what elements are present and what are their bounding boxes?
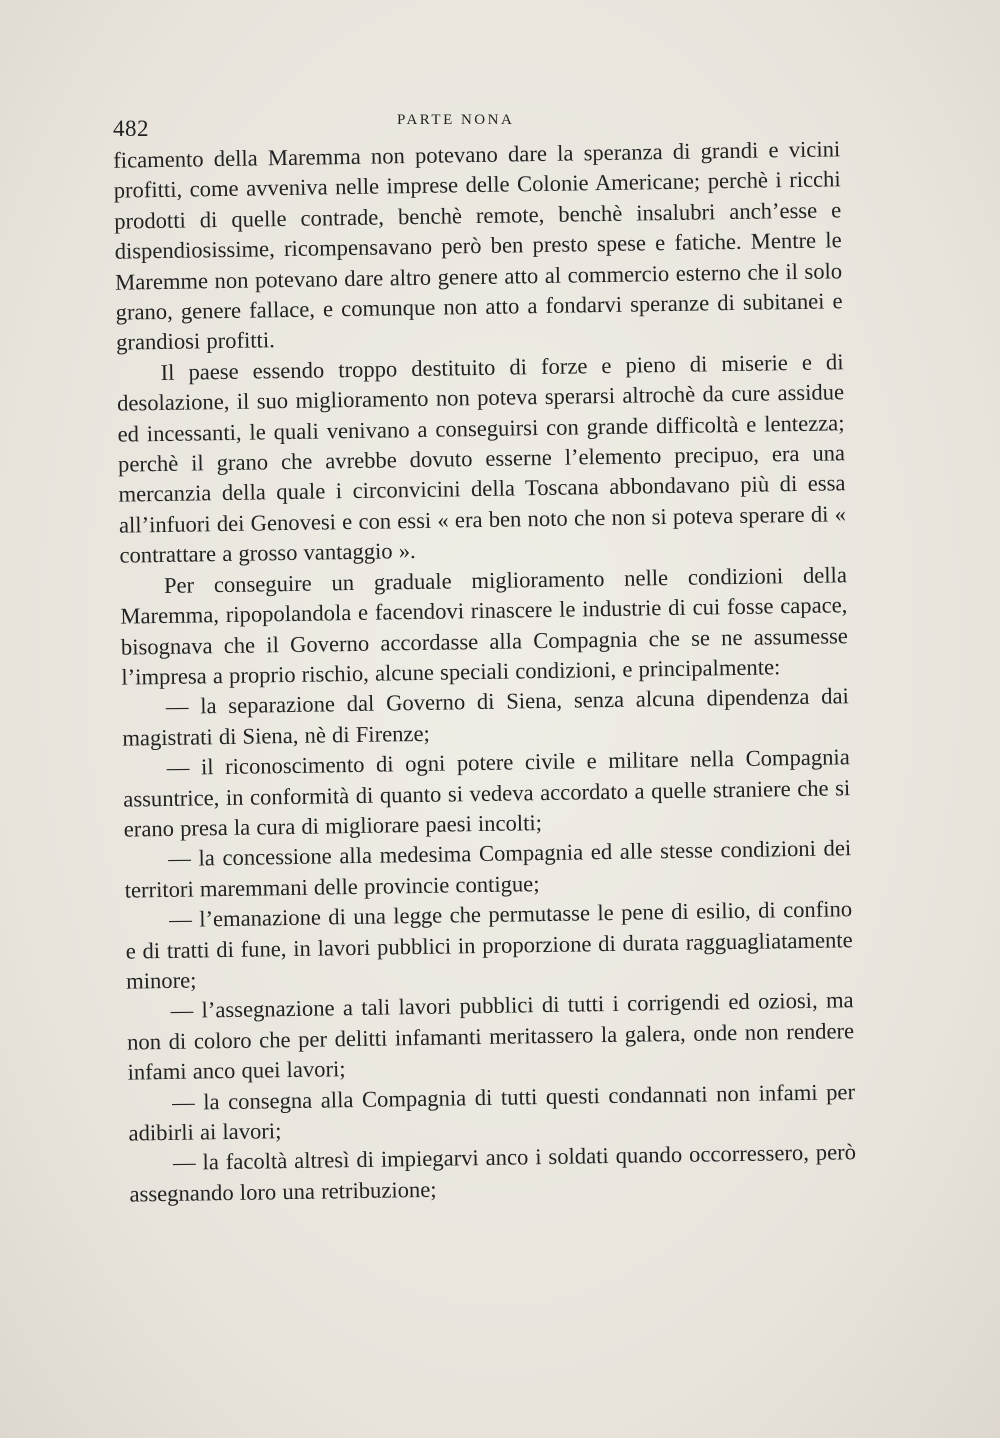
list-item-assegnazione: — l’assegnazione a tali lavori pubblici di tutti i corrigendi ed oziosi, ma non di coloro che per delitti infamanti meritassero la galera, onde non rendere infami anco quei lavori; [126, 987, 855, 1085]
running-title: PARTE NONA [397, 112, 515, 128]
body-text [113, 134, 857, 1210]
paragraph-paese: Il paese essendo troppo destituito di forze e pieno di miserie e di desolazione, il suo miglioramento non poteva sperarsi altrochè da cure assidue ed incessanti, le quali venivano a conseguirsi con grande difficoltà e lentezza; perchè il grano che avrebbe dovuto esserne l’elemento precipuo, era una mercanzia della quale i circonvicini della Toscana abbondavano più di essa all’infuori dei Genovesi e con essi « era ben noto che non si poteva sperare di « contrattare a grosso vantaggio ». [116, 349, 847, 568]
list-item-riconoscimento: — il riconoscimento di ogni potere civile e militare nella Compagnia assuntrice, in conformità di quanto si vedeva accordato a quelle straniere che si erano presa la cura di migliorare paesi incolti; [123, 744, 851, 842]
list-item-emanazione: — l’emanazione di una legge che permutasse le pene di esilio, di confino e di tratti di fune, in lavori pubblici in proporzione di durata ragguagliatamente minore; [125, 896, 853, 994]
list-item-facolta: — la facoltà altresì di impiegarvi anco i soldati quando occorressero, però assegnando loro una retribuzione; [129, 1139, 857, 1207]
page-number: 482 [113, 116, 149, 141]
paragraph-conseguire: Per conseguire un graduale miglioramento nelle condizioni della Maremma, ripopolandola e facendovi rinascere le industrie di cui fosse capace, bisognava che il Governo accordasse alla Compagnia che se ne assumesse l’impresa a proprio rischio, alcune speciali condizioni, e principalmente: [120, 561, 849, 690]
list-item-consegna: — la consegna alla Compagnia di tutti questi condannati non infami per adibirli ai lavori; [128, 1078, 856, 1146]
list-item-concessione: — la concessione alla medesima Compagnia ed alle stesse condizioni dei territori maremmani delle provincie contigue; [124, 835, 852, 903]
list-item-separazione: — la separazione dal Governo di Siena, senza alcuna dipendenza dai magistrati di Siena, nè di Firenze; [122, 683, 849, 751]
paragraph-continuation: ficamento della Maremma non potevano dare la speranza di grandi e vicini profitti, come avveniva nelle imprese delle Colonie Americane; perchè i ricchi prodotti di quelle contrade, benchè remote, benchè insalubri anch’esse e dispendiosissime, ricompensavano però ben presto spese e fatiche. Mentre le Maremme non potevano dare altro genere atto al commercio esterno che il solo grano, genere fallace, e comunque non atto a fondarvi speranze di subitanei e grandiosi profitti. [113, 136, 843, 356]
